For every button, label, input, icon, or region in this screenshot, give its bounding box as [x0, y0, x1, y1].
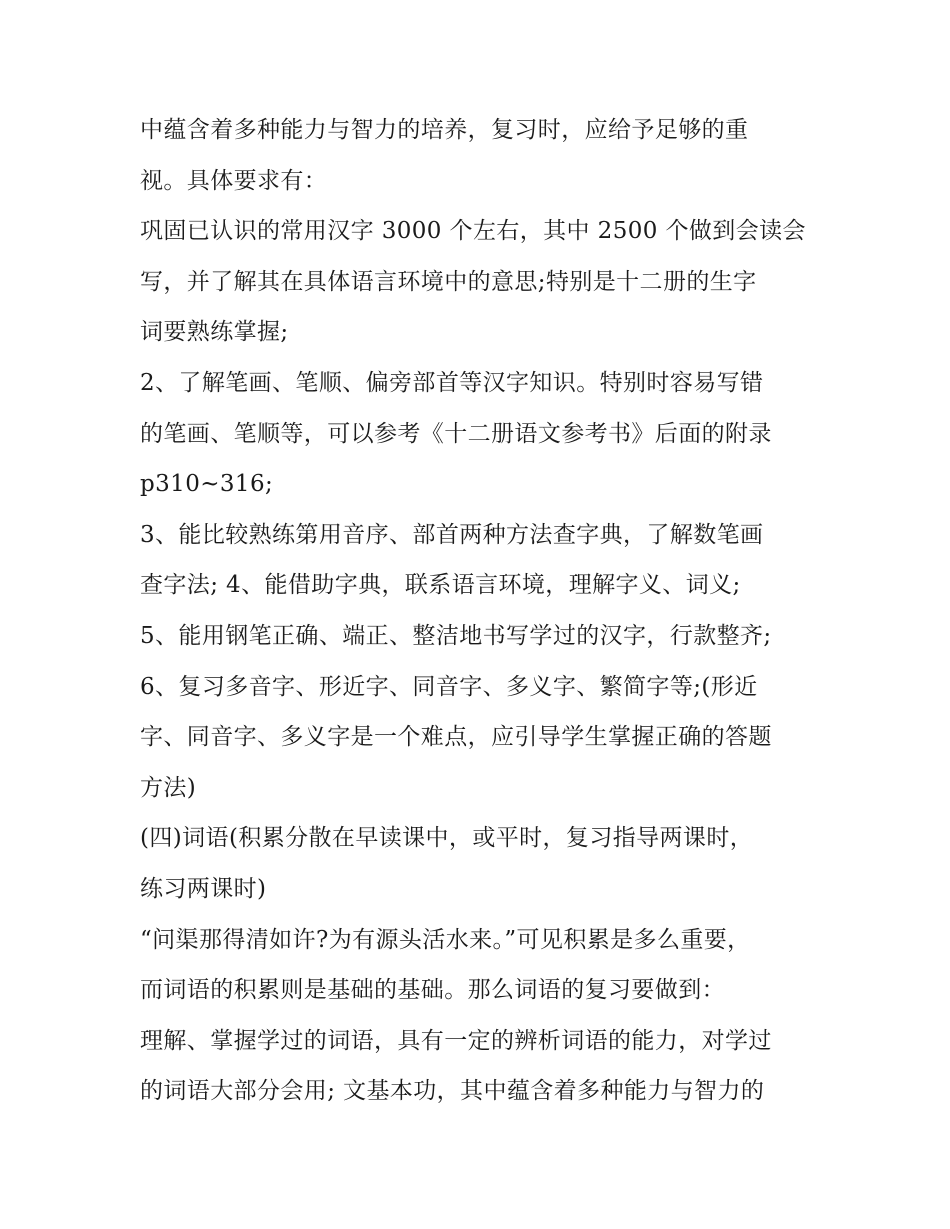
text-line: 方法) — [140, 774, 197, 801]
text-line: 查字法; 4、能借助字典，联系语言环境，理解字义、词义; — [140, 572, 741, 599]
document-body — [140, 105, 820, 1117]
text-line: (四)词语(积累分散在早读课中，或平时，复习指导两课时， — [140, 825, 754, 852]
text-line: 巩固已认识的常用汉字 3000 个左右，其中 2500 个做到会读会 — [140, 218, 806, 245]
text-line: 词要熟练掌握; — [140, 319, 289, 346]
text-line: 写，并了解其在具体语言环境中的意思;特别是十二册的生字 — [140, 268, 757, 295]
text-line: 5、能用钢笔正确、端正、整洁地书写学过的汉字，行款整齐; — [140, 622, 772, 649]
text-line: p310~316; — [140, 471, 274, 498]
text-line: 理解、掌握学过的词语，具有一定的辨析词语的能力，对学过 — [140, 1027, 772, 1054]
text-line: 6、复习多音字、形近字、同音字、多义字、繁简字等;(形近 — [140, 673, 758, 700]
text-line: 中蕴含着多种能力与智力的培养，复习时，应给予足够的重 — [140, 117, 749, 143]
text-line: 2、了解笔画、笔顺、偏旁部首等汉字知识。特别时容易写错 — [140, 369, 764, 396]
text-line: 的笔画、笔顺等，可以参考《十二册语文参考书》后面的附录 — [140, 420, 772, 447]
text-line: 视。具体要求有： — [140, 167, 328, 194]
text-line: 字、同音字、多义字是一个难点，应引导学生掌握正确的答题 — [140, 724, 772, 751]
text-line: 的词语大部分会用; 文基本功，其中蕴含着多种能力与智力的 — [140, 1078, 765, 1105]
text-line: 3、能比较熟练第用音序、部首两种方法查字典，了解数笔画 — [140, 521, 764, 548]
text-line: “问渠那得清如许?为有源头活水来。”可见积累是多么重要， — [140, 926, 751, 953]
text-line: 练习两课时) — [140, 875, 267, 902]
text-line: 而词语的积累则是基础的基础。那么词语的复习要做到： — [140, 977, 725, 1004]
